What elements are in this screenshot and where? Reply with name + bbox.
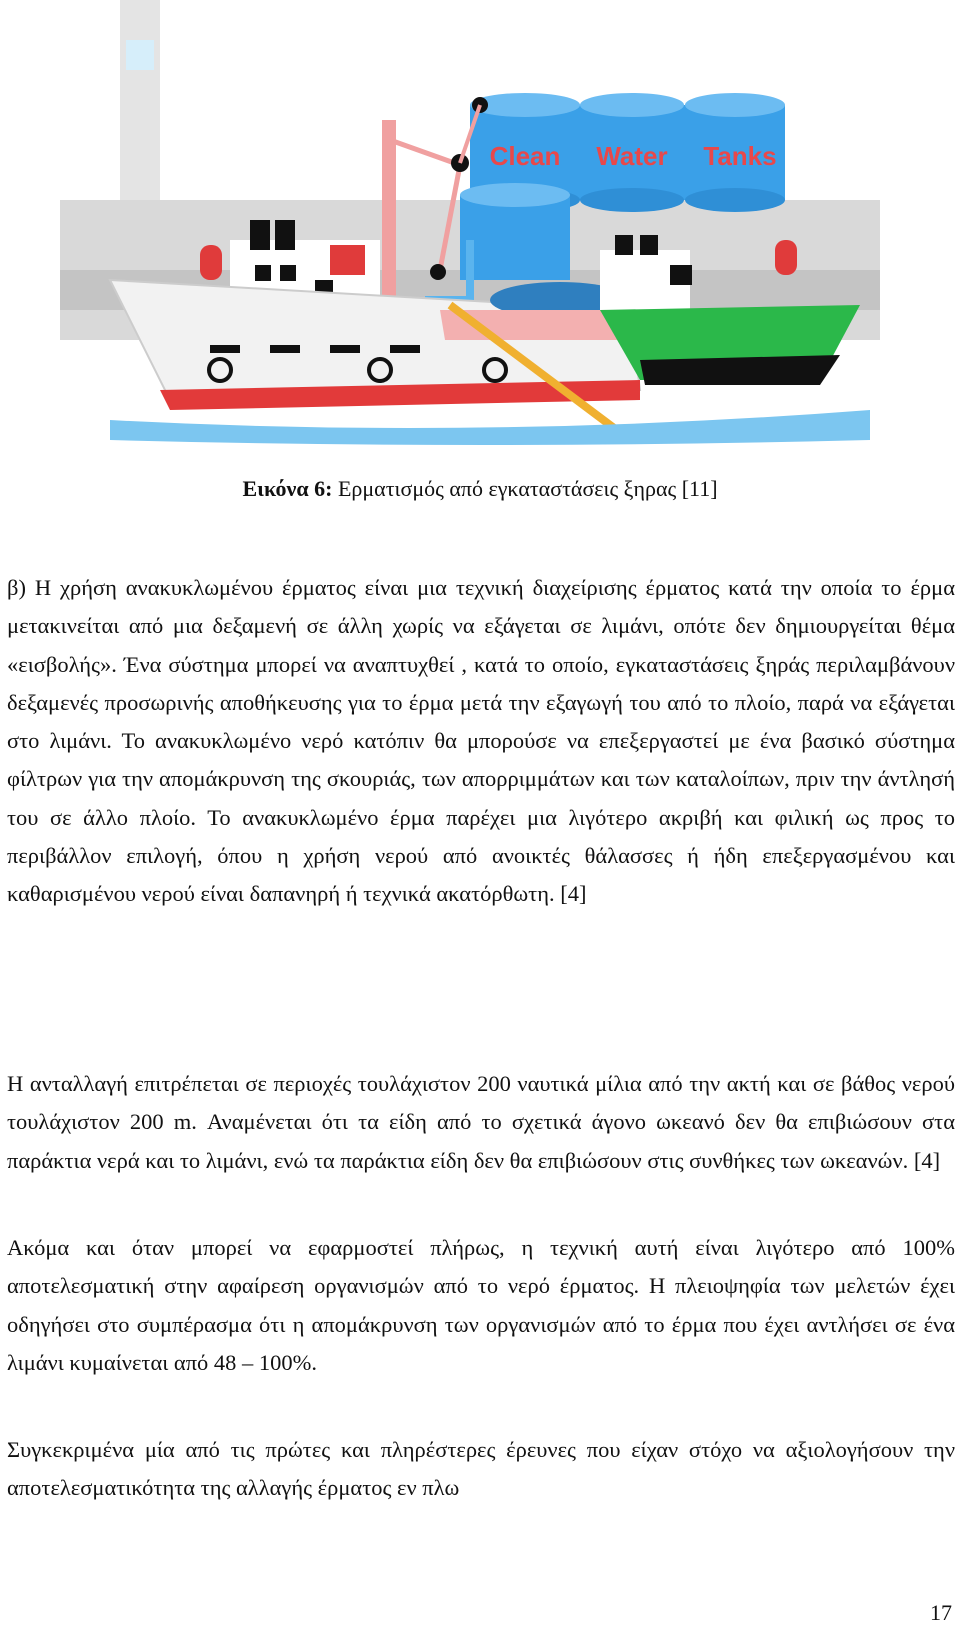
- figure-caption: [0, 476, 960, 502]
- tank-label-clean: Clean: [489, 141, 561, 171]
- paragraph-first-studies: Συγκεκριμένα μία από τις πρώτες και πληρέστερες έρευνες που είχαν στόχο να αξιολογήσουν την αποτελεσματικότητα της αλλαγής έρματος εν πλω: [7, 1437, 955, 1501]
- paragraph-recycled-ballast: β) Η χρήση ανακυκλωμένου έρματος είναι μια τεχνική διαχείρισης έρματος κατά την οποία το έρμα μετακινείται από μια δεξαμενή σε άλλη χωρίς να εξάγεται σε λιμάνι, οπότε δεν δημιουργείται θέμα «εισβολής». Ένα σύστημα μπορεί να αναπτυχθεί , κατά το οποίο, εγκαταστάσεις ξηράς περιλαμβάνουν δεξαμενές προσωρινής αποθήκευσης για το έρμα μετά την εξαγωγή του από το πλοίο, παρά να εξάγεται στο λιμάνι. Το ανακυκλωμένο νερό κατόπιν θα μπορούσε να επεξεργαστεί με ένα βασικό σύστημα φίλτρων για την απομάκρυνση της σκουριάς, των απορριμμάτων και των καταλοίπων, πριν την άντλησή του σε άλλο πλοίο. Το ανακυκλωμένο έρμα παρέχει μια λιγότερο ακριβή και φιλική ως προς το περιβάλλον επιλογή, όπου η χρήση νερού από ανοικτές θάλασσες ή ήδη επεξεργασμένου και καθαρισμένου νερού είναι δαπανηρή ή τεχνικά ακατόρθωτη. [4]: [7, 575, 955, 907]
- caption-text: Ερματισμός από εγκαταστάσεις ξηρας [11]: [332, 476, 718, 501]
- page-number: 17: [930, 1600, 952, 1625]
- paragraph-exchange-zones: Η ανταλλαγή επιτρέπεται σε περιοχές τουλάχιστον 200 ναυτικά μίλια από την ακτή και σε βάθος νερού τουλάχιστον 200 m. Αναμένεται ότι τα είδη από το σχετικά άγονο ωκεανό δεν θα επιβιώσουν στα παράκτια νερά και το λιμάνι, ενώ τα παράκτια είδη δεν θα επιβιώσουν στις συνθήκες των ωκεανών. [4]: [7, 1071, 955, 1173]
- tank-label-water: Water: [596, 141, 668, 171]
- paragraph-effectiveness: Ακόμα και όταν μπορεί να εφαρμοστεί πλήρως, η τεχνική αυτή είναι λιγότερο από 100% αποτελεσματική στην αφαίρεση οργανισμών από το νερό έρματος. Η πλειοψηφία των μελετών έχει οδηγήσει στο συμπέρασμα ότι η απομάκρυνση των οργανισμών από το έρμα που έχει αντλήσει σε ένα λιμάνι κυμαίνεται από 48 – 100%.: [7, 1235, 955, 1375]
- caption-label: Εικόνα 6:: [242, 476, 333, 501]
- tank-label-tanks: Tanks: [703, 141, 777, 171]
- ship-tanks-drawing: [40, 0, 920, 470]
- ballast-illustration: [40, 0, 920, 470]
